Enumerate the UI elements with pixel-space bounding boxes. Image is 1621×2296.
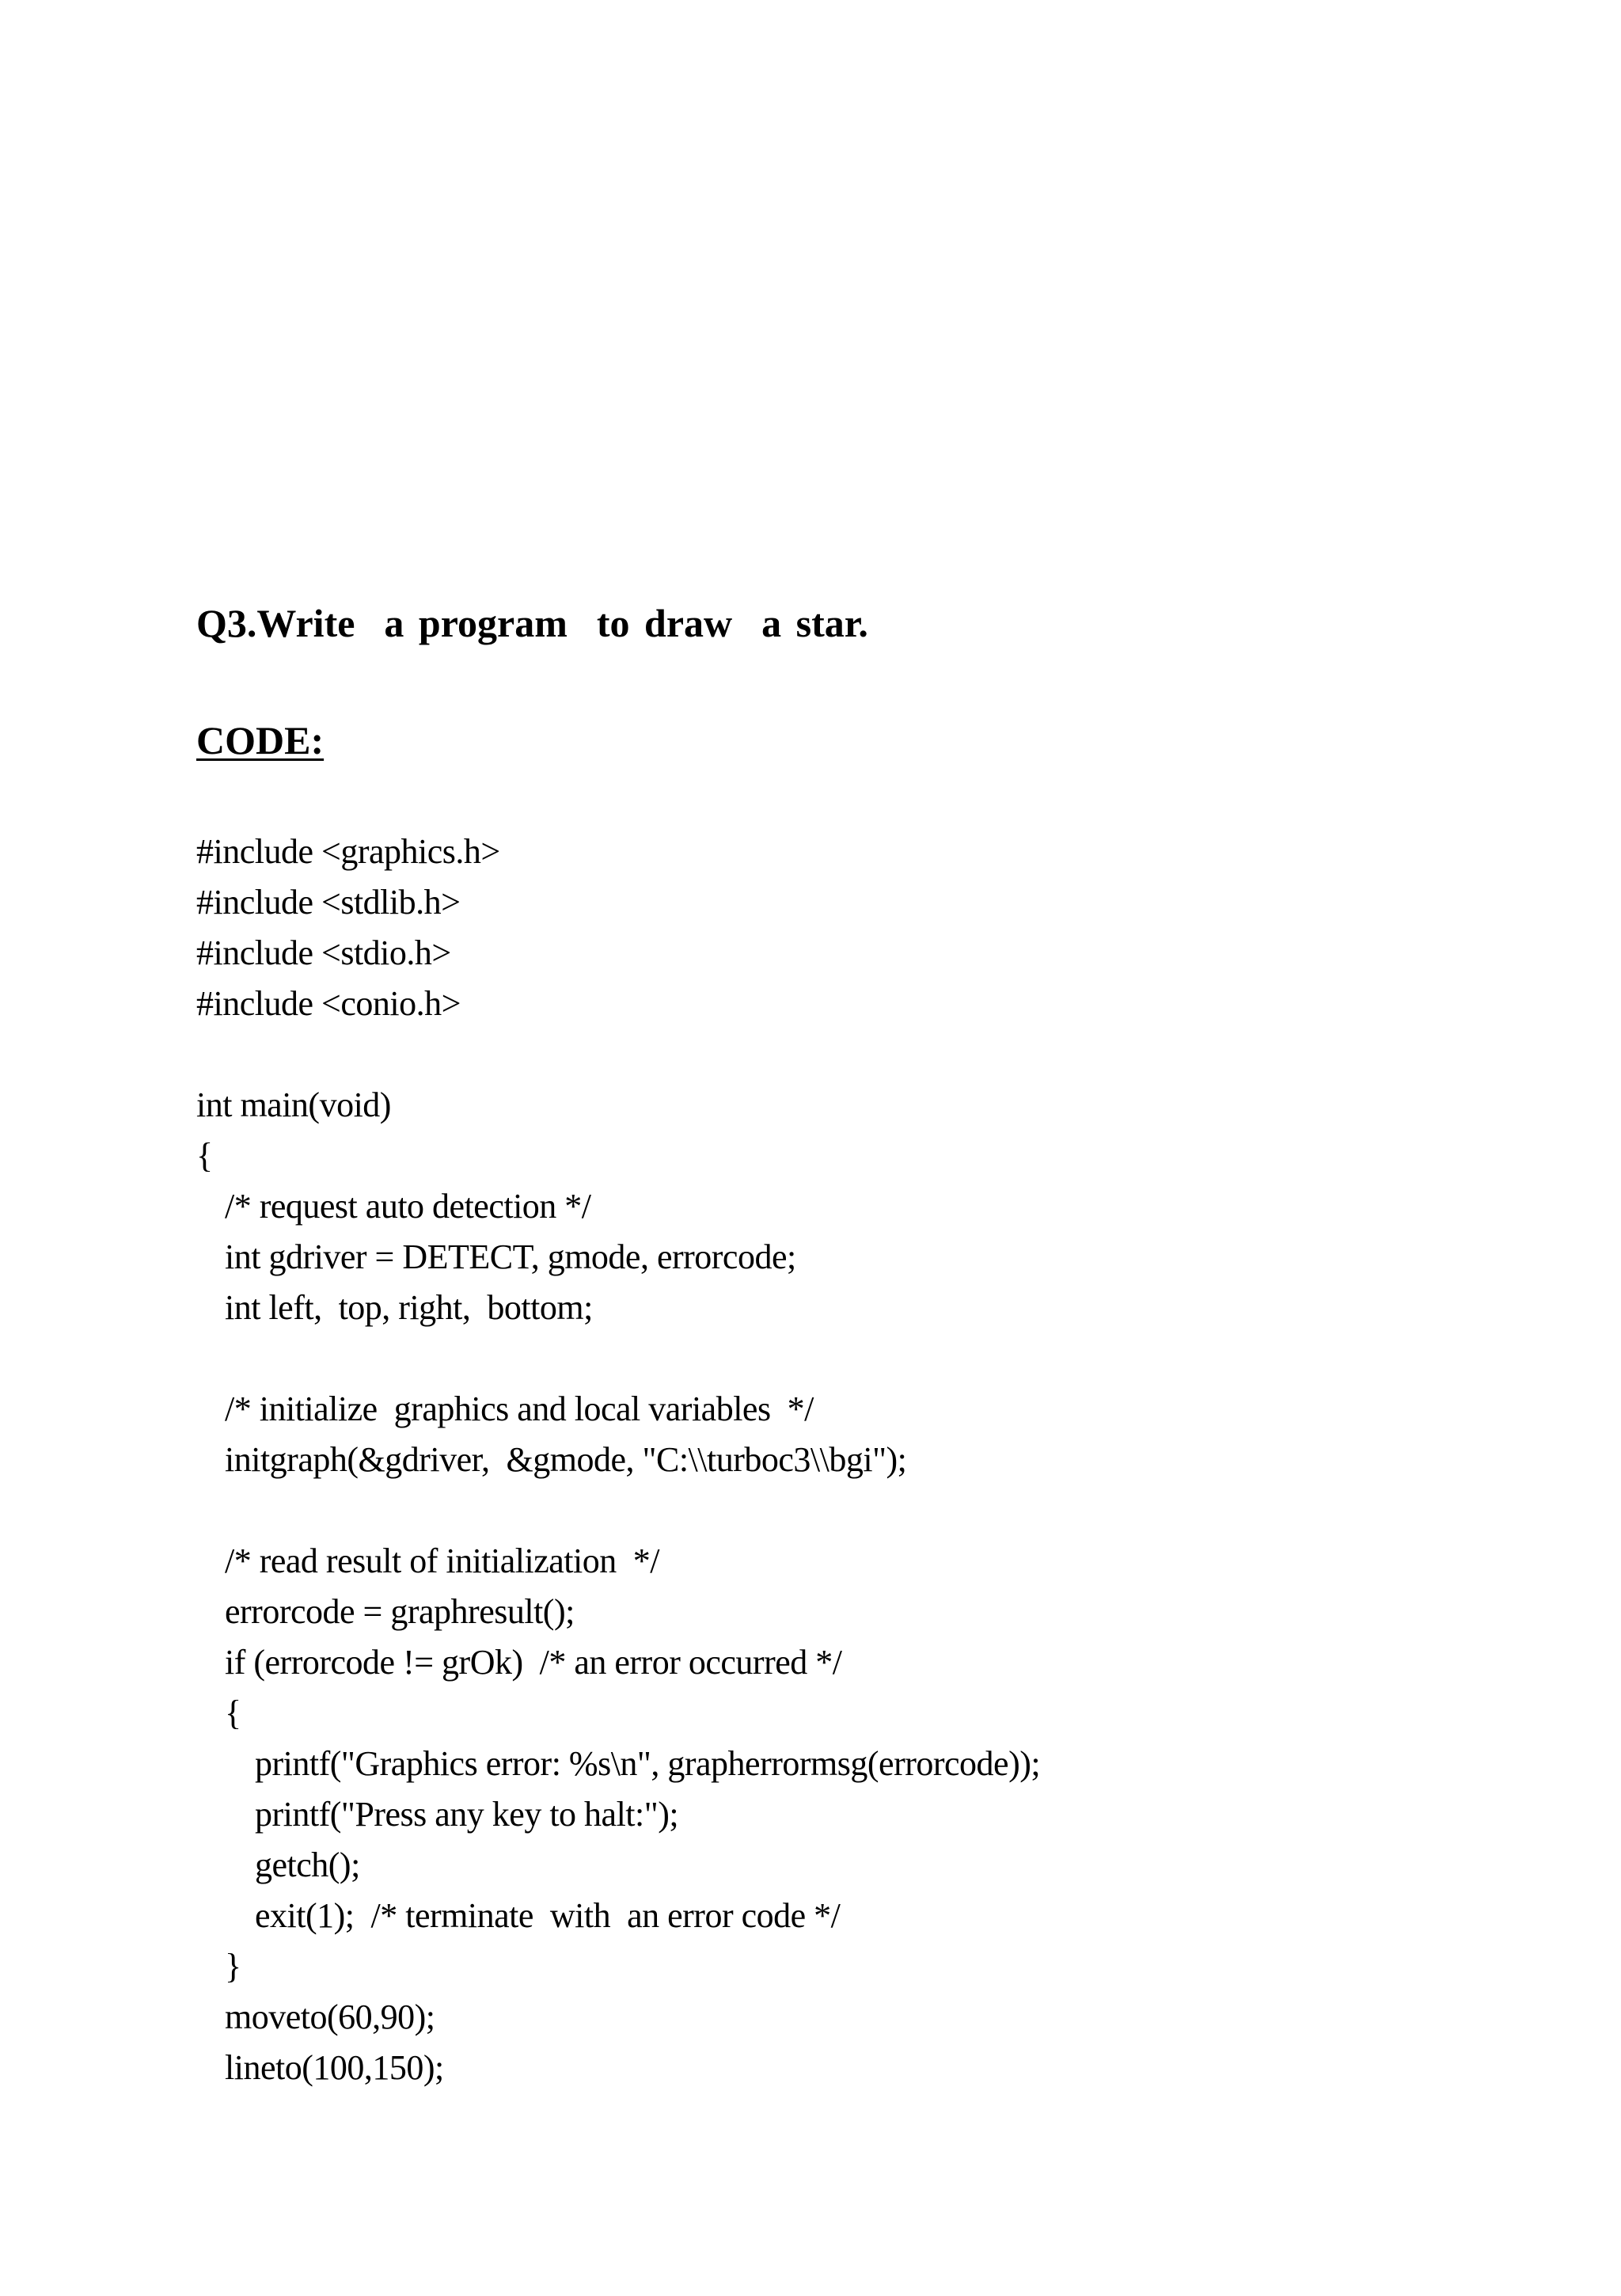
code-line: /* initialize graphics and local variables */ — [225, 1389, 814, 1428]
code-line: printf("Press any key to halt:"); — [255, 1795, 679, 1834]
code-line: int main(void) — [196, 1085, 391, 1124]
code-line: if (errorcode != grOk) /* an error occurred */ — [225, 1643, 842, 1682]
code-line: #include <graphics.h> — [196, 832, 500, 871]
code-line: int gdriver = DETECT, gmode, errorcode; — [225, 1237, 796, 1276]
code-line — [196, 1485, 1542, 1536]
code-line: { — [225, 1693, 241, 1732]
code-section-heading: CODE: — [196, 718, 325, 762]
code-line: errorcode = graphresult(); — [225, 1592, 575, 1631]
code-block — [196, 827, 1542, 2093]
code-line: { — [196, 1136, 213, 1175]
code-line: int left, top, right, bottom; — [225, 1288, 593, 1327]
code-line — [196, 1029, 1542, 1080]
code-line: /* request auto detection */ — [225, 1187, 591, 1226]
code-line: /* read result of initialization */ — [225, 1541, 659, 1580]
code-line: getch(); — [255, 1846, 360, 1884]
code-line: #include <stdlib.h> — [196, 883, 461, 922]
code-line: lineto(100,150); — [225, 2048, 444, 2087]
code-line: printf("Graphics error: %s\n", grapherrormsg(errorcode)); — [255, 1744, 1041, 1783]
code-line: initgraph(&gdriver, &gmode, "C:\\turboc3\\bgi"); — [225, 1440, 907, 1479]
code-line: moveto(60,90); — [225, 1998, 435, 2036]
code-line: #include <conio.h> — [196, 984, 461, 1023]
question-title: Q3.Write a program to draw a star. — [196, 601, 868, 645]
code-line: exit(1); /* terminate with an error code */ — [255, 1896, 841, 1935]
code-line: } — [225, 1947, 241, 1986]
code-line — [196, 1333, 1542, 1384]
code-line: #include <stdio.h> — [196, 933, 451, 972]
